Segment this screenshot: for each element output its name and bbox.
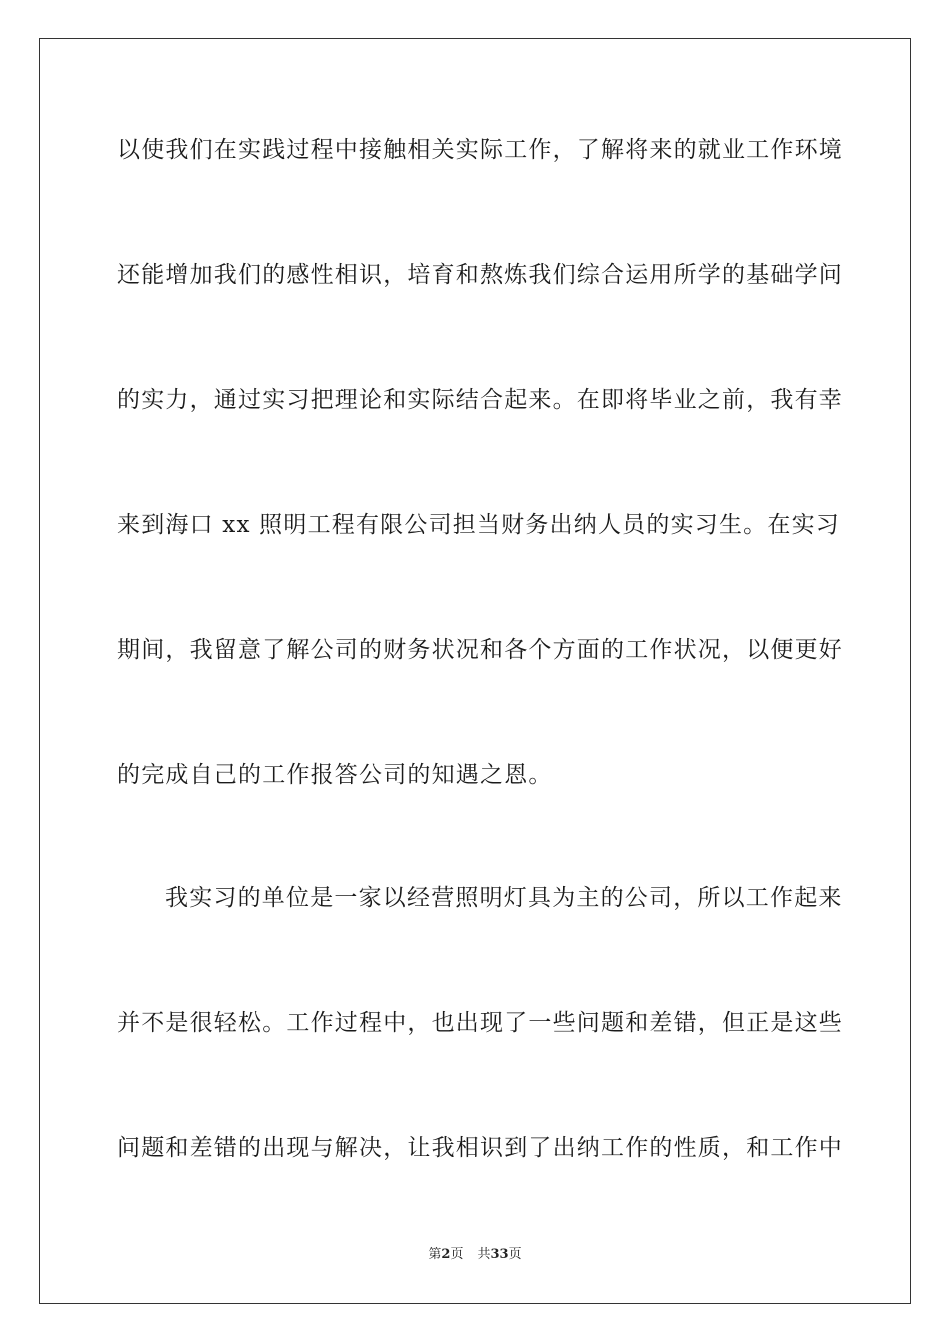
footer-page-number: 2: [441, 1247, 451, 1262]
page-footer: [0, 1246, 950, 1264]
body-line-5: 期间，我留意了解公司的财务状况和各个方面的工作状况，以便更好: [117, 637, 843, 663]
page-border: [39, 38, 911, 1304]
footer-total-prefix: 共: [477, 1247, 491, 1262]
body-line-7: 我实习的单位是一家以经营照明灯具为主的公司，所以工作起来: [165, 885, 843, 911]
body-line-3: 的实力，通过实习把理论和实际结合起来。在即将毕业之前，我有幸: [117, 387, 843, 413]
footer-total-suffix: 页: [508, 1247, 522, 1262]
body-line-4: 来到海口 xx 照明工程有限公司担当财务出纳人员的实习生。在实习: [117, 512, 840, 538]
footer-page-prefix: 第: [428, 1247, 442, 1262]
body-line-8: 并不是很轻松。工作过程中，也出现了一些问题和差错，但正是这些: [117, 1010, 843, 1036]
body-line-9: 问题和差错的出现与解决，让我相识到了出纳工作的性质，和工作中: [117, 1135, 843, 1161]
footer-total-pages: 33: [490, 1247, 509, 1262]
footer-page-suffix: 页: [450, 1247, 464, 1262]
body-line-1: 以使我们在实践过程中接触相关实际工作，了解将来的就业工作环境: [117, 137, 843, 163]
body-line-6: 的完成自己的工作报答公司的知遇之恩。: [117, 762, 553, 788]
body-line-2: 还能增加我们的感性相识，培育和熬炼我们综合运用所学的基础学问: [117, 262, 843, 288]
